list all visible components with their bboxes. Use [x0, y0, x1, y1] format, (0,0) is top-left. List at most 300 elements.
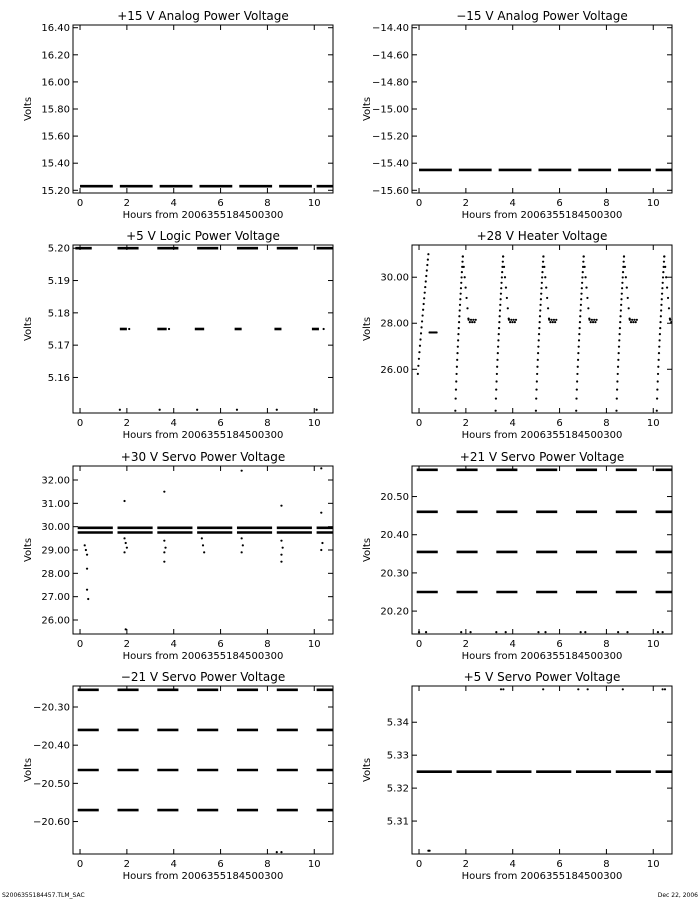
data-point [87, 598, 89, 600]
data-point [578, 346, 580, 348]
data-point [418, 358, 420, 360]
data-point [582, 271, 584, 273]
data-point [460, 282, 462, 284]
data-point [502, 688, 504, 690]
data-point [548, 319, 550, 321]
data-point [662, 271, 664, 273]
data-point [543, 266, 545, 268]
data-point [660, 304, 662, 306]
data-point [499, 304, 501, 306]
y-tick-label: 27.00 [41, 592, 70, 604]
data-point [661, 293, 663, 295]
data-point [463, 266, 465, 268]
data-point [321, 542, 323, 544]
data-point [495, 631, 497, 633]
data-point [551, 319, 553, 321]
x-tick-label: 8 [603, 639, 610, 650]
y-tick-label: 16.00 [41, 77, 70, 89]
data-point [581, 287, 583, 289]
data-point [618, 352, 620, 354]
data-point [697, 388, 699, 390]
y-tick-label: 29.00 [41, 545, 70, 557]
data-layer [78, 467, 333, 630]
data-point [587, 307, 589, 309]
data-layer [75, 248, 333, 411]
data-point [455, 388, 457, 390]
data-point [539, 304, 541, 306]
data-point [458, 327, 460, 329]
data-point [541, 282, 543, 284]
data-point [457, 346, 459, 348]
data-point [660, 309, 662, 311]
x-tick-label: 8 [264, 198, 271, 209]
chart-title: +5 V Logic Power Voltage [126, 229, 280, 243]
data-point [536, 380, 538, 382]
data-point [495, 380, 497, 382]
data-point [496, 359, 498, 361]
data-point [617, 631, 619, 633]
data-point [581, 276, 583, 278]
data-point [509, 321, 511, 323]
data-point [664, 688, 666, 690]
data-point [580, 631, 582, 633]
y-axis-label: Volts [362, 96, 373, 122]
data-point [584, 276, 586, 278]
data-point [541, 271, 543, 273]
data-point [535, 410, 537, 412]
data-point [622, 271, 624, 273]
data-point [595, 319, 597, 321]
data-point [592, 321, 594, 323]
y-tick-label: 26.00 [41, 615, 70, 627]
plot-frame [412, 245, 672, 413]
data-point [577, 352, 579, 354]
data-point [663, 255, 665, 257]
data-point [626, 286, 628, 288]
y-tick-label: 32.00 [41, 475, 70, 487]
data-point [542, 688, 544, 690]
data-point [469, 321, 471, 323]
data-point [320, 512, 322, 514]
x-tick-label: 4 [509, 418, 516, 429]
footer-date: Dec 22, 2006 [657, 892, 698, 899]
data-point [673, 321, 675, 323]
data-point [423, 297, 425, 299]
data-point [84, 544, 86, 546]
y-tick-label: 5.34 [386, 717, 409, 729]
x-tick-label: 8 [264, 639, 271, 650]
data-point [456, 352, 458, 354]
data-point [511, 321, 513, 323]
x-tick-label: 0 [76, 639, 84, 650]
plot-frame [73, 466, 333, 634]
data-point [500, 688, 502, 690]
data-point [499, 309, 501, 311]
data-point [459, 309, 461, 311]
data-point [586, 297, 588, 299]
x-tick-label: 4 [170, 639, 177, 650]
data-point [201, 537, 203, 539]
data-point [163, 491, 165, 493]
y-tick-label: −20.50 [32, 778, 70, 790]
data-point [499, 315, 501, 317]
data-point [657, 373, 659, 375]
x-axis-label: Hours from 2006355184500300 [461, 210, 623, 221]
y-tick-label: 5.33 [386, 750, 409, 762]
y-tick-label: 20.30 [380, 568, 409, 580]
data-point [422, 309, 424, 311]
data-point [515, 319, 517, 321]
data-point [659, 327, 661, 329]
data-point [500, 282, 502, 284]
plot-frame [412, 466, 672, 634]
data-point [579, 309, 581, 311]
data-point [418, 631, 420, 633]
y-tick-label: 28.00 [41, 568, 70, 580]
data-point [576, 388, 578, 390]
data-point [280, 554, 282, 556]
y-tick-label: 5.19 [47, 276, 70, 288]
data-point [540, 298, 542, 300]
data-point [496, 373, 498, 375]
chart-title: +28 V Heater Voltage [476, 229, 608, 243]
data-point [583, 255, 585, 257]
data-point [163, 540, 165, 542]
y-tick-label: 5.20 [47, 243, 70, 255]
data-point [458, 321, 460, 323]
data-point [242, 544, 244, 546]
y-tick-label: −20.40 [32, 740, 70, 752]
data-point [500, 293, 502, 295]
data-point [465, 286, 467, 288]
data-point [502, 261, 504, 263]
data-point [475, 319, 477, 321]
y-tick-label: 5.17 [47, 340, 70, 352]
data-point [536, 373, 538, 375]
chart-panel-1 [23, 9, 333, 221]
data-point [630, 321, 632, 323]
data-point [537, 352, 539, 354]
data-point [495, 388, 497, 390]
data-layer [417, 253, 700, 412]
x-tick-label: 2 [462, 418, 470, 429]
data-point [656, 397, 658, 399]
data-point [590, 321, 592, 323]
data-point [541, 276, 543, 278]
y-tick-label: 20.40 [380, 530, 409, 542]
x-tick-label: 4 [509, 639, 516, 650]
data-point [501, 276, 503, 278]
data-point [576, 380, 578, 382]
data-point [469, 631, 471, 633]
plot-frame [412, 25, 672, 193]
data-point [458, 315, 460, 317]
data-point [633, 319, 635, 321]
data-point [626, 631, 628, 633]
data-point [629, 319, 631, 321]
data-point [465, 297, 467, 299]
x-tick-label: 4 [509, 198, 516, 209]
data-point [616, 380, 618, 382]
data-point [316, 409, 318, 411]
y-axis-label: Volts [23, 96, 34, 122]
x-tick-label: 8 [264, 859, 271, 870]
x-tick-label: 0 [415, 859, 423, 870]
data-point [508, 319, 510, 321]
data-point [464, 276, 466, 278]
data-layer [417, 688, 672, 852]
data-point [424, 286, 426, 288]
data-point [497, 346, 499, 348]
x-tick-label: 10 [646, 859, 660, 870]
x-axis-label: Hours from 2006355184500300 [122, 210, 284, 221]
data-point [421, 314, 423, 316]
y-tick-label: −14.60 [371, 50, 409, 62]
y-tick-label: 15.20 [41, 185, 70, 197]
data-point [616, 388, 618, 390]
x-axis-label: Hours from 2006355184500300 [461, 430, 623, 441]
data-point [513, 319, 515, 321]
x-tick-label: 6 [217, 418, 224, 429]
data-point [423, 303, 425, 305]
data-point [203, 551, 205, 553]
data-point [618, 339, 620, 341]
data-point [123, 500, 125, 502]
x-tick-label: 10 [307, 859, 321, 870]
chart-panel-8 [362, 670, 672, 882]
data-point [421, 320, 423, 322]
x-tick-label: 0 [76, 859, 84, 870]
data-point [495, 410, 497, 412]
y-axis-label: Volts [362, 537, 373, 563]
data-point [658, 339, 660, 341]
data-point [588, 319, 590, 321]
data-point [495, 397, 497, 399]
plot-frame [412, 686, 672, 854]
data-point [241, 551, 243, 553]
data-point [86, 554, 88, 556]
data-point [425, 631, 427, 633]
data-point [575, 410, 577, 412]
data-point [505, 286, 507, 288]
data-point [669, 319, 671, 321]
data-point [459, 304, 461, 306]
data-point [418, 351, 420, 353]
data-point [621, 293, 623, 295]
x-tick-label: 10 [307, 418, 321, 429]
data-point [462, 255, 464, 257]
data-point [538, 339, 540, 341]
data-point [619, 333, 621, 335]
data-point [417, 365, 419, 367]
data-point [581, 282, 583, 284]
y-tick-label: −20.60 [32, 817, 70, 829]
data-point [323, 328, 325, 330]
data-point [615, 410, 617, 412]
data-point [675, 321, 677, 323]
data-point [538, 333, 540, 335]
y-tick-label: 30.00 [41, 522, 70, 534]
data-point [656, 410, 658, 412]
data-point [539, 309, 541, 311]
data-point [460, 276, 462, 278]
data-point [472, 319, 474, 321]
data-point [576, 373, 578, 375]
x-tick-label: 0 [415, 639, 423, 650]
data-point [457, 339, 459, 341]
data-layer [78, 690, 333, 853]
x-tick-label: 2 [462, 859, 470, 870]
data-point [617, 373, 619, 375]
chart-panel-4 [362, 229, 700, 441]
data-point [627, 297, 629, 299]
data-point [128, 328, 130, 330]
data-point [575, 397, 577, 399]
x-tick-label: 10 [646, 198, 660, 209]
y-tick-label: 16.40 [41, 23, 70, 35]
x-tick-label: 6 [217, 639, 224, 650]
data-point [276, 409, 278, 411]
y-tick-label: 5.16 [47, 372, 70, 384]
data-point [540, 287, 542, 289]
data-point [617, 359, 619, 361]
data-point [594, 321, 596, 323]
y-axis-label: Volts [23, 757, 34, 783]
chart-title: −21 V Servo Power Voltage [120, 670, 286, 684]
x-tick-label: 2 [123, 639, 131, 650]
x-tick-label: 6 [556, 639, 563, 650]
data-point [625, 276, 627, 278]
data-point [280, 505, 282, 507]
x-tick-label: 4 [509, 859, 516, 870]
x-axis-label: Hours from 2006355184500300 [122, 651, 284, 662]
data-point [119, 409, 121, 411]
data-point [496, 366, 498, 368]
data-point [126, 547, 128, 549]
x-tick-label: 0 [76, 198, 84, 209]
data-point [504, 276, 506, 278]
footer-filename: S2006355184457.TLM_SAC [2, 892, 85, 899]
x-tick-label: 2 [462, 639, 470, 650]
data-point [164, 547, 166, 549]
data-point [620, 304, 622, 306]
data-point [428, 850, 430, 852]
data-point [622, 276, 624, 278]
data-point [426, 264, 428, 266]
data-point [658, 352, 660, 354]
x-tick-label: 8 [603, 198, 610, 209]
y-axis-label: Volts [23, 316, 34, 342]
data-point [502, 255, 504, 257]
data-point [631, 319, 633, 321]
data-point [666, 286, 668, 288]
data-point [696, 410, 698, 412]
y-tick-label: 20.20 [380, 606, 409, 618]
data-point [636, 319, 638, 321]
data-point [501, 271, 503, 273]
data-point [500, 298, 502, 300]
chart-title: +30 V Servo Power Voltage [120, 450, 286, 464]
data-point [537, 346, 539, 348]
data-point [498, 321, 500, 323]
data-point [628, 307, 630, 309]
data-point [498, 333, 500, 335]
y-tick-label: −15.60 [371, 185, 409, 197]
data-point [619, 321, 621, 323]
data-point [662, 688, 664, 690]
data-point [506, 297, 508, 299]
data-point [282, 547, 284, 549]
data-point [241, 537, 243, 539]
data-point [549, 321, 551, 323]
data-point [163, 561, 165, 563]
data-point [584, 631, 586, 633]
x-tick-label: 8 [603, 418, 610, 429]
y-tick-label: −14.80 [371, 77, 409, 89]
data-point [471, 321, 473, 323]
x-tick-label: 8 [264, 418, 271, 429]
data-point [276, 851, 278, 853]
data-point [616, 397, 618, 399]
data-point [580, 304, 582, 306]
data-point [539, 315, 541, 317]
data-point [498, 327, 500, 329]
data-point [425, 280, 427, 282]
data-point [537, 359, 539, 361]
y-tick-label: 5.18 [47, 308, 70, 320]
data-point [657, 380, 659, 382]
data-layer [417, 470, 672, 633]
data-point [580, 298, 582, 300]
data-point [544, 631, 546, 633]
data-point [507, 307, 509, 309]
data-point [620, 309, 622, 311]
y-tick-label: 15.40 [41, 158, 70, 170]
data-point [125, 628, 127, 630]
chart-title: +5 V Servo Power Voltage [463, 670, 621, 684]
data-point [578, 339, 580, 341]
data-point [674, 319, 676, 321]
data-point [159, 409, 161, 411]
chart-panel-2 [362, 9, 672, 221]
data-point [455, 373, 457, 375]
data-point [459, 298, 461, 300]
y-tick-label: 16.20 [41, 50, 70, 62]
chart-panel-7 [23, 670, 333, 882]
x-axis-label: Hours from 2006355184500300 [122, 430, 284, 441]
x-tick-label: 10 [646, 418, 660, 429]
data-point [619, 327, 621, 329]
y-tick-label: −15.40 [371, 158, 409, 170]
data-point [473, 321, 475, 323]
chart-title: +15 V Analog Power Voltage [117, 9, 289, 23]
data-point [619, 315, 621, 317]
data-point [470, 319, 472, 321]
data-point [539, 321, 541, 323]
data-point [660, 315, 662, 317]
data-point [623, 255, 625, 257]
data-point [696, 397, 698, 399]
data-point [419, 338, 421, 340]
data-point [280, 851, 282, 853]
data-point [661, 287, 663, 289]
data-point [584, 266, 586, 268]
data-point [544, 276, 546, 278]
data-point [420, 332, 422, 334]
x-tick-label: 10 [646, 639, 660, 650]
data-point [546, 297, 548, 299]
data-point [656, 388, 658, 390]
